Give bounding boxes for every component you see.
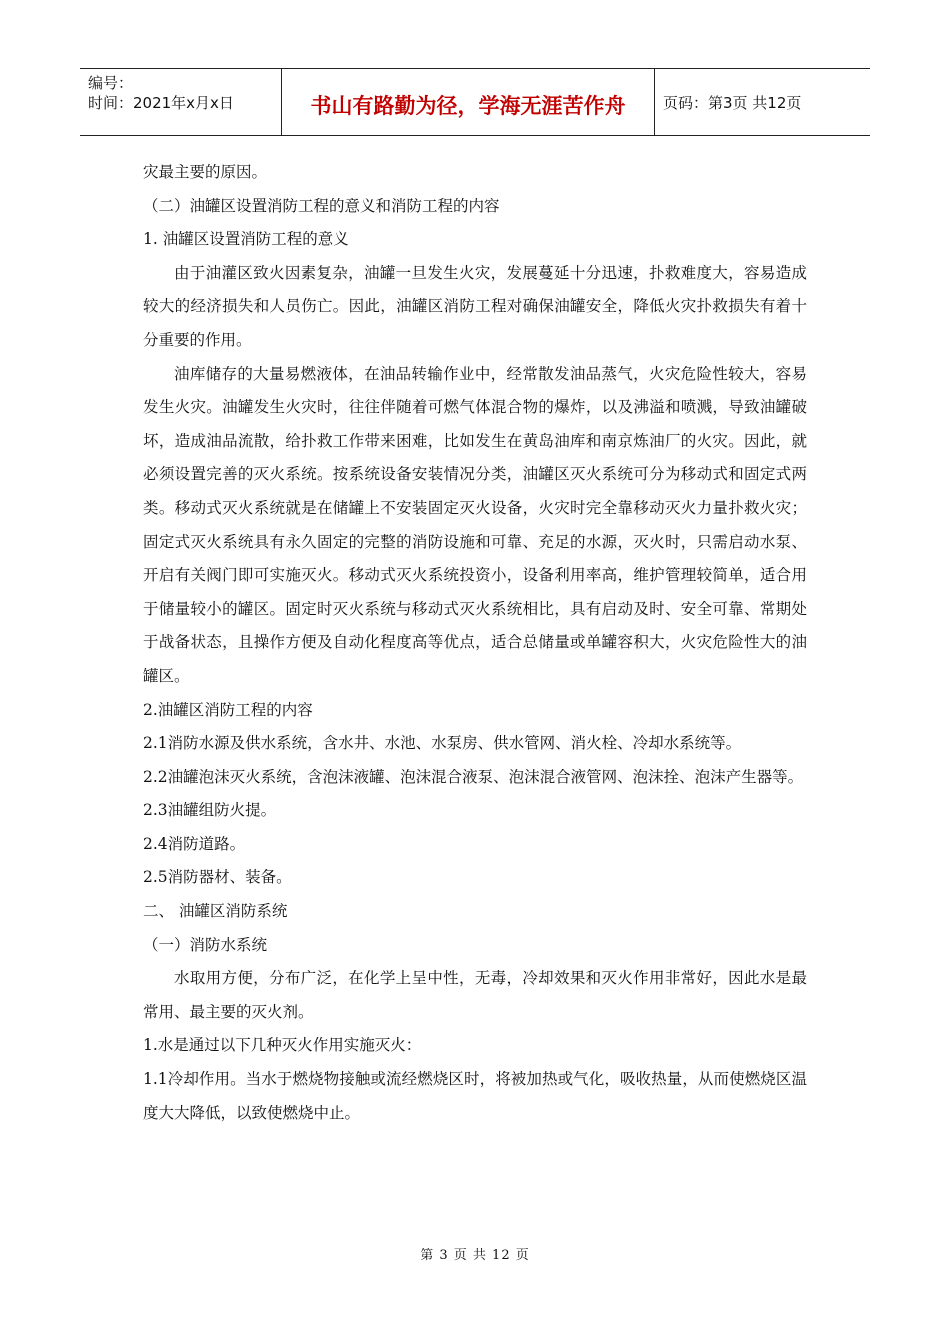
body-paragraph: 2.油罐区消防工程的内容 bbox=[143, 700, 313, 719]
header-motto: 书山有路勤为径，学海无涯苦作舟 bbox=[282, 69, 655, 135]
body-paragraph: 油库储存的大量易燃液体，在油品转输作业中，经常散发油品蒸气，火灾危险性较大，容易发生火灾。油罐发生火灾时，往往伴随着可燃气体混合物的爆炸，以及沸溢和喷溅，导致油罐破坏，造成油品流散，给扑救工作带来困难，比如发生在黄岛油库和南京炼油厂的火灾。因此，就必须设置完善的灭火系统。按系统设备安装情况分类，油罐区灭火系统可分为移动式和固定式两类。移动式灭火系统就是在储罐上不安装固定灭火设备，火灾时完全靠移动灭火力量扑救火灾；固定式灭火系统具有永久固定的完整的消防设施和可靠、充足的水源，灭火时，只需启动水泵、开启有关阀门即可实施灭火。移动式灭火系统投资小，设备利用率高，维护管理较简单，适合用于储量较小的罐区。固定时灭火系统与移动式灭火系统相比，具有启动及时、安全可靠、常期处于战备状态，且操作方便及自动化程度高等优点，适合总储量或单罐容积大，火灾危险性大的油罐区。 bbox=[143, 364, 807, 685]
page-footer: 第 3 页 共 12 页 bbox=[420, 1248, 530, 1263]
body-paragraph: 1.1冷却作用。当水于燃烧物接触或流经燃烧区时，将被加热或气化，吸收热量，从而使燃烧区温度大大降低，以致使燃烧中止。 bbox=[143, 1070, 807, 1122]
body-paragraph: 2.2油罐泡沫灭火系统，含泡沫液罐、泡沫混合液泵、泡沫混合液管网、泡沫拴、泡沫产生器等。 bbox=[143, 767, 804, 786]
body-paragraph: 1. 油罐区设置消防工程的意义 bbox=[143, 230, 349, 249]
body-paragraph: 由于油灌区致火因素复杂，油罐一旦发生火灾，发展蔓延十分迅速，扑救难度大，容易造成较大的经济损失和人员伤亡。因此，油罐区消防工程对确保油罐安全，降低火灾扑救损失有着十分重要的作用。 bbox=[143, 263, 807, 349]
document-body bbox=[143, 156, 807, 1130]
document-date-label: 时间：2021年x月x日 bbox=[88, 94, 234, 112]
body-paragraph: （二）油罐区设置消防工程的意义和消防工程的内容 bbox=[143, 196, 500, 215]
body-paragraph: 水取用方便，分布广泛，在化学上呈中性，无毒，冷却效果和灭火作用非常好，因此水是最常用、最主要的灭火剂。 bbox=[143, 969, 807, 1021]
document-number-label: 编号： bbox=[88, 74, 134, 92]
body-paragraph: 灾最主要的原因。 bbox=[143, 163, 268, 181]
body-paragraph: 1.水是通过以下几种灭火作用实施灭火： bbox=[143, 1036, 422, 1055]
body-paragraph: 2.3油罐组防火提。 bbox=[143, 801, 277, 820]
body-paragraph: （一）消防水系统 bbox=[143, 935, 268, 954]
document-header bbox=[80, 68, 870, 136]
body-paragraph: 二、 油罐区消防系统 bbox=[143, 902, 288, 921]
header-meta-cell bbox=[80, 69, 282, 135]
body-paragraph: 2.5消防器材、装备。 bbox=[143, 868, 292, 887]
body-paragraph: 2.1消防水源及供水系统，含水井、水池、水泵房、供水管网、消火栓、冷却水系统等。 bbox=[143, 734, 742, 753]
header-page-info: 页码：第3页 共12页 bbox=[663, 93, 802, 112]
body-paragraph: 2.4消防道路。 bbox=[143, 834, 246, 853]
